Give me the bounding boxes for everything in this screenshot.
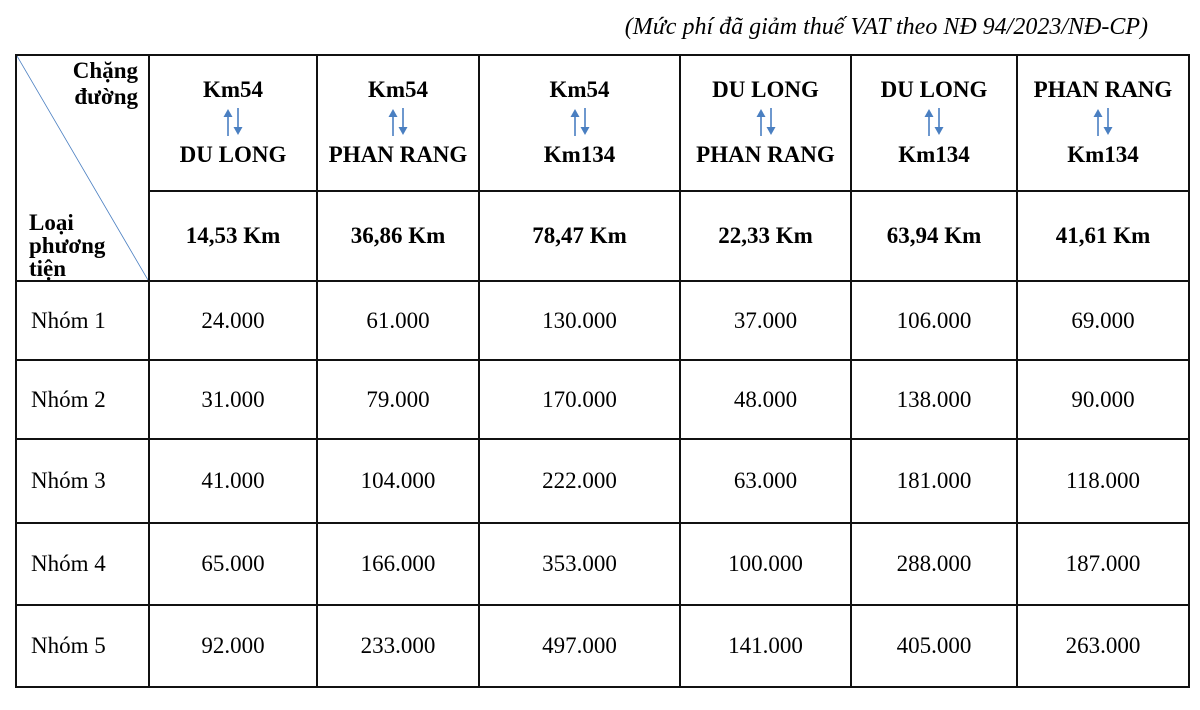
fee-cell: 100.000: [680, 523, 851, 605]
fee-cell: 181.000: [851, 439, 1017, 523]
fee-cell: 79.000: [317, 360, 479, 439]
fee-cell: 37.000: [680, 281, 851, 360]
segment-label-line: đường: [74, 84, 138, 109]
route-to: PHAN RANG: [328, 142, 468, 167]
two-way-arrow-icon: [150, 107, 316, 137]
route-to: PHAN RANG: [696, 142, 835, 167]
distance-row: [16, 191, 1189, 281]
fee-cell: 65.000: [149, 523, 317, 605]
route-header: [149, 55, 317, 191]
fee-cell: 130.000: [479, 281, 680, 360]
two-way-arrow-icon: [480, 107, 679, 137]
vehicle-group-label: Nhóm 3: [16, 439, 149, 523]
route-from: Km54: [367, 77, 429, 103]
two-way-arrow-icon: [318, 107, 478, 137]
fee-cell: 31.000: [149, 360, 317, 439]
two-way-arrow-icon: [852, 107, 1016, 137]
two-way-arrow-icon: [1018, 107, 1188, 137]
distance-cell: 14,53 Km: [149, 191, 317, 281]
route-header: [851, 55, 1017, 191]
vehicle-group-label: Nhóm 2: [16, 360, 149, 439]
distance-cell: 63,94 Km: [851, 191, 1017, 281]
route-from: Km54: [202, 77, 264, 103]
table-row: [16, 605, 1189, 687]
route-to: Km134: [898, 142, 970, 167]
distance-cell: 22,33 Km: [680, 191, 851, 281]
table-row: [16, 439, 1189, 523]
route-from: Km54: [549, 77, 610, 103]
distance-cell: 36,86 Km: [317, 191, 479, 281]
route-to: Km134: [543, 142, 616, 167]
fee-cell: 166.000: [317, 523, 479, 605]
distance-cell: 78,47 Km: [479, 191, 680, 281]
table-row: [16, 523, 1189, 605]
fee-cell: 106.000: [851, 281, 1017, 360]
vehicle-group-label: Nhóm 4: [16, 523, 149, 605]
route-header: [1017, 55, 1189, 191]
vehicle-label-line: Loại: [29, 210, 74, 235]
fee-cell: 187.000: [1017, 523, 1189, 605]
vehicle-label-line: tiện: [29, 256, 67, 281]
fee-cell: 288.000: [851, 523, 1017, 605]
segment-label-line: Chặng: [72, 58, 138, 83]
vehicle-axis-label: [29, 211, 105, 280]
fee-cell: 63.000: [680, 439, 851, 523]
fee-cell: 92.000: [149, 605, 317, 687]
fee-cell: 118.000: [1017, 439, 1189, 523]
vehicle-label-line: phương: [29, 233, 106, 258]
fee-cell: 222.000: [479, 439, 680, 523]
two-way-arrow-icon: [681, 107, 850, 137]
route-from: DU LONG: [880, 77, 988, 103]
fee-cell: 405.000: [851, 605, 1017, 687]
segment-axis-label: [73, 58, 138, 110]
table-row: [16, 281, 1189, 360]
fee-cell: 141.000: [680, 605, 851, 687]
route-to: Km134: [1067, 142, 1139, 167]
route-header: [317, 55, 479, 191]
fee-cell: 353.000: [479, 523, 680, 605]
route-header: [479, 55, 680, 191]
fee-cell: 48.000: [680, 360, 851, 439]
vehicle-group-label: Nhóm 1: [16, 281, 149, 360]
fee-cell: 233.000: [317, 605, 479, 687]
fee-cell: 170.000: [479, 360, 680, 439]
route-header-row: [16, 55, 1189, 191]
fee-cell: 69.000: [1017, 281, 1189, 360]
fee-cell: 61.000: [317, 281, 479, 360]
fee-cell: 138.000: [851, 360, 1017, 439]
fee-cell: 263.000: [1017, 605, 1189, 687]
fee-cell: 24.000: [149, 281, 317, 360]
fee-cell: 41.000: [149, 439, 317, 523]
toll-fee-table: [15, 54, 1190, 688]
fee-cell: 104.000: [317, 439, 479, 523]
fee-cell: 497.000: [479, 605, 680, 687]
corner-header-cell: [16, 55, 149, 281]
route-to: DU LONG: [179, 142, 287, 167]
route-from: PHAN RANG: [1033, 77, 1173, 103]
vehicle-group-label: Nhóm 5: [16, 605, 149, 687]
fee-cell: 90.000: [1017, 360, 1189, 439]
table-row: [16, 360, 1189, 439]
vat-note: (Mức phí đã giảm thuế VAT theo NĐ 94/2023/NĐ-CP): [624, 14, 1148, 40]
route-from: DU LONG: [712, 77, 819, 103]
route-header: [680, 55, 851, 191]
distance-cell: 41,61 Km: [1017, 191, 1189, 281]
